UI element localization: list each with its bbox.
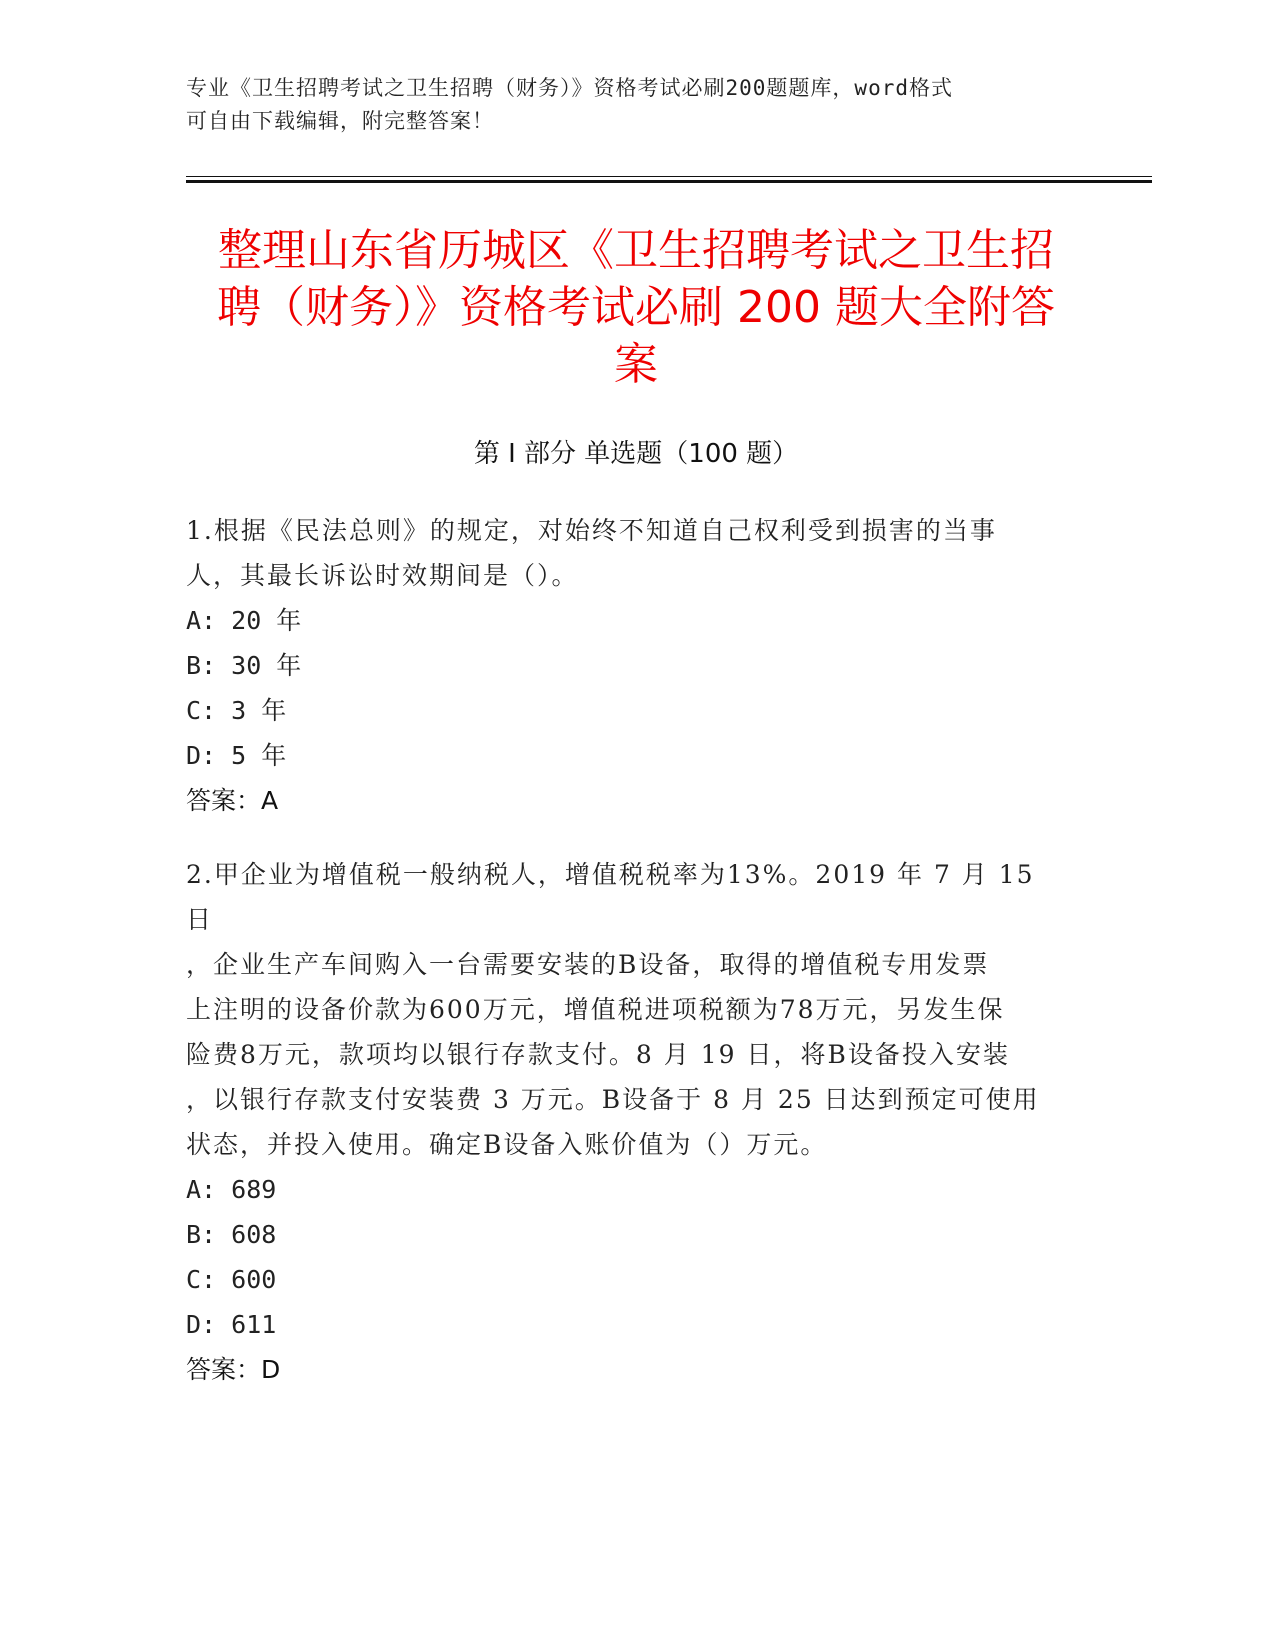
question-stem-line: 险费8万元，款项均以银行存款支付。8 月 19 日，将B设备投入安装 bbox=[186, 1040, 1010, 1069]
document-title bbox=[186, 222, 1086, 393]
option-c: C: 3 年 bbox=[186, 696, 287, 725]
question-stem-line: ，企业生产车间购入一台需要安装的B设备，取得的增值税专用发票 bbox=[186, 950, 990, 979]
question-2 bbox=[186, 852, 1066, 1392]
header-note-line-2: 可自由下载编辑，附完整答案！ bbox=[186, 109, 494, 133]
document-title-line-3: 案 bbox=[614, 339, 658, 390]
answer-line: 答案：A bbox=[186, 786, 279, 815]
question-1 bbox=[186, 508, 1066, 823]
header-divider-thick bbox=[186, 180, 1152, 183]
option-a: A: 689 bbox=[186, 1175, 277, 1204]
question-stem-line: 状态，并投入使用。确定B设备入账价值为（）万元。 bbox=[186, 1130, 828, 1159]
question-stem-line: ，以银行存款支付安装费 3 万元。B设备于 8 月 25 日达到预定可使用 bbox=[186, 1085, 1040, 1114]
option-d: D: 611 bbox=[186, 1310, 277, 1339]
question-stem-line: 人，其最长诉讼时效期间是（）。 bbox=[186, 561, 579, 590]
document-title-line-1: 整理山东省历城区《卫生招聘考试之卫生招 bbox=[218, 225, 1054, 276]
answer-line: 答案：D bbox=[186, 1355, 281, 1384]
question-stem-line: 上注明的设备价款为600万元，增值税进项税额为78万元，另发生保 bbox=[186, 995, 1005, 1024]
option-a: A: 20 年 bbox=[186, 606, 302, 635]
document-title-line-2: 聘（财务）》资格考试必刷 200 题大全附答 bbox=[217, 282, 1055, 333]
option-b: B: 30 年 bbox=[186, 651, 302, 680]
question-stem-line: 1.根据《民法总则》的规定，对始终不知道自己权利受到损害的当事 bbox=[186, 516, 997, 545]
option-d: D: 5 年 bbox=[186, 741, 287, 770]
question-stem-line: 2.甲企业为增值税一般纳税人，增值税税率为13%。2019 年 7 月 15 日 bbox=[186, 860, 1035, 934]
header-divider-thin bbox=[186, 176, 1152, 177]
option-b: B: 608 bbox=[186, 1220, 277, 1249]
header-note bbox=[186, 72, 1066, 138]
header-note-line-1: 专业《卫生招聘考试之卫生招聘（财务）》资格考试必刷200题题库，word格式 bbox=[186, 76, 953, 100]
option-c: C: 600 bbox=[186, 1265, 277, 1294]
section-heading: 第 I 部分 单选题（100 题） bbox=[473, 439, 799, 469]
